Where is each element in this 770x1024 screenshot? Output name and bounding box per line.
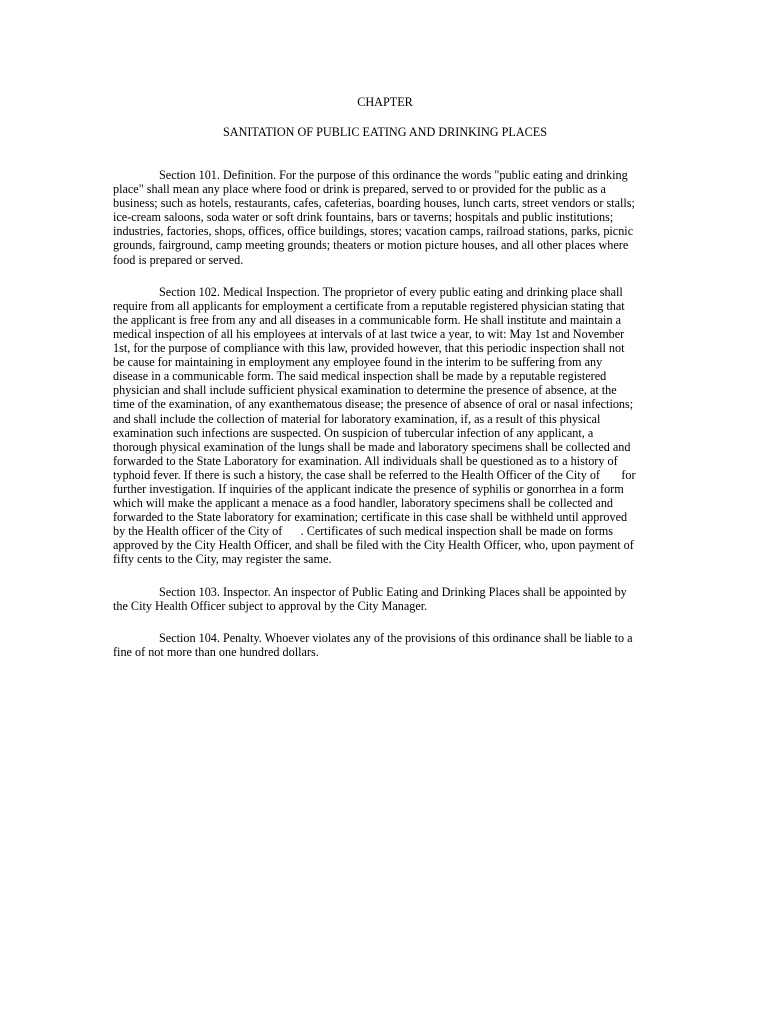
section-line: Section 102. Medical Inspection. The proprietor of every public eating and drinking place shall bbox=[159, 284, 623, 299]
section-104 bbox=[113, 631, 658, 659]
section-line: ice-cream saloons, soda water or soft drink fountains, bars or taverns; hospitals and public institutions; bbox=[113, 210, 614, 225]
section-line: disease in a communicable form. The said medical inspection shall be made by a reputable registered bbox=[113, 369, 607, 384]
section-line: Section 104. Penalty. Whoever violates any of the provisions of this ordinance shall be liable to a bbox=[159, 630, 633, 645]
section-line: thorough physical examination of the lungs shall be made and laboratory specimens shall be collected and bbox=[113, 439, 631, 454]
section-line: approved by the City Health Officer, and shall be filed with the City Health Officer, who, upon payment of bbox=[113, 538, 634, 553]
section-line: require from all applicants for employment a certificate from a reputable registered physician stating that bbox=[113, 298, 625, 313]
section-line: place" shall mean any place where food or drink is prepared, served to or provided for the public as a bbox=[113, 182, 606, 197]
document-title: SANITATION OF PUBLIC EATING AND DRINKING PLACES bbox=[222, 125, 548, 139]
section-line: the applicant is free from any and all diseases in a communicable form. He shall institute and maintain a bbox=[113, 312, 621, 327]
section-103 bbox=[113, 585, 658, 613]
section-line: medical inspection of all his employees at intervals of at last twice a year, to wit: May 1st and November bbox=[113, 326, 625, 341]
section-101 bbox=[113, 168, 658, 267]
chapter-heading: CHAPTER bbox=[357, 95, 413, 109]
section-line: Section 103. Inspector. An inspector of Public Eating and Drinking Places shall be appointed by bbox=[159, 584, 627, 599]
section-line: food is prepared or served. bbox=[113, 252, 244, 267]
section-line: be cause for maintaining in employment any employee found in the interim to be suffering from any bbox=[113, 355, 603, 370]
section-line: examination such infections are suspected. On suspicion of tubercular infection of any applicant, a bbox=[113, 425, 594, 440]
section-line: forwarded to the State laboratory for examination; certificate in this case shall be withheld until approved bbox=[113, 510, 628, 525]
section-line: physician and shall include sufficient physical examination to determine the presence of absence, at the bbox=[113, 383, 617, 398]
section-line: industries, factories, shops, offices, office buildings, stores; vacation camps, railroad stations, parks, picnic bbox=[113, 224, 634, 239]
section-line: business; such as hotels, restaurants, cafes, cafeterias, boarding houses, lunch carts, street vendors or stalls; bbox=[113, 196, 635, 211]
document-body bbox=[113, 168, 658, 677]
section-line: 1st, for the purpose of compliance with this law, provided however, that this periodic inspection shall not bbox=[113, 341, 625, 356]
section-line: by the Health officer of the City of . Certificates of such medical inspection shall be made on forms bbox=[113, 524, 613, 539]
section-line: typhoid fever. If there is such a history, the case shall be referred to the Health Officer of the City of for bbox=[113, 467, 636, 482]
section-line: which will make the applicant a menace as a food handler, laboratory specimens shall be collected and bbox=[113, 496, 614, 511]
section-line: forwarded to the State Laboratory for examination. All individuals shall be questioned as to a history of bbox=[113, 453, 618, 468]
section-line: further investigation. If inquiries of the applicant indicate the presence of syphilis or gonorrhea in a form bbox=[113, 481, 624, 496]
section-line: the City Health Officer subject to approval by the City Manager. bbox=[113, 598, 428, 613]
section-102 bbox=[113, 285, 658, 567]
section-line: time of the examination, of any exanthematous disease; the presence of absence of oral or nasal infections; bbox=[113, 397, 634, 412]
section-line: fine of not more than one hundred dollars. bbox=[113, 644, 319, 659]
section-line: and shall include the collection of material for laboratory examination, if, as a result of this physical bbox=[113, 411, 601, 426]
section-line: fifty cents to the City, may register the same. bbox=[113, 552, 332, 567]
section-line: Section 101. Definition. For the purpose of this ordinance the words "public eating and drinking bbox=[159, 168, 628, 182]
section-line: grounds, fairground, camp meeting grounds; theaters or motion picture houses, and all other places where bbox=[113, 238, 629, 253]
